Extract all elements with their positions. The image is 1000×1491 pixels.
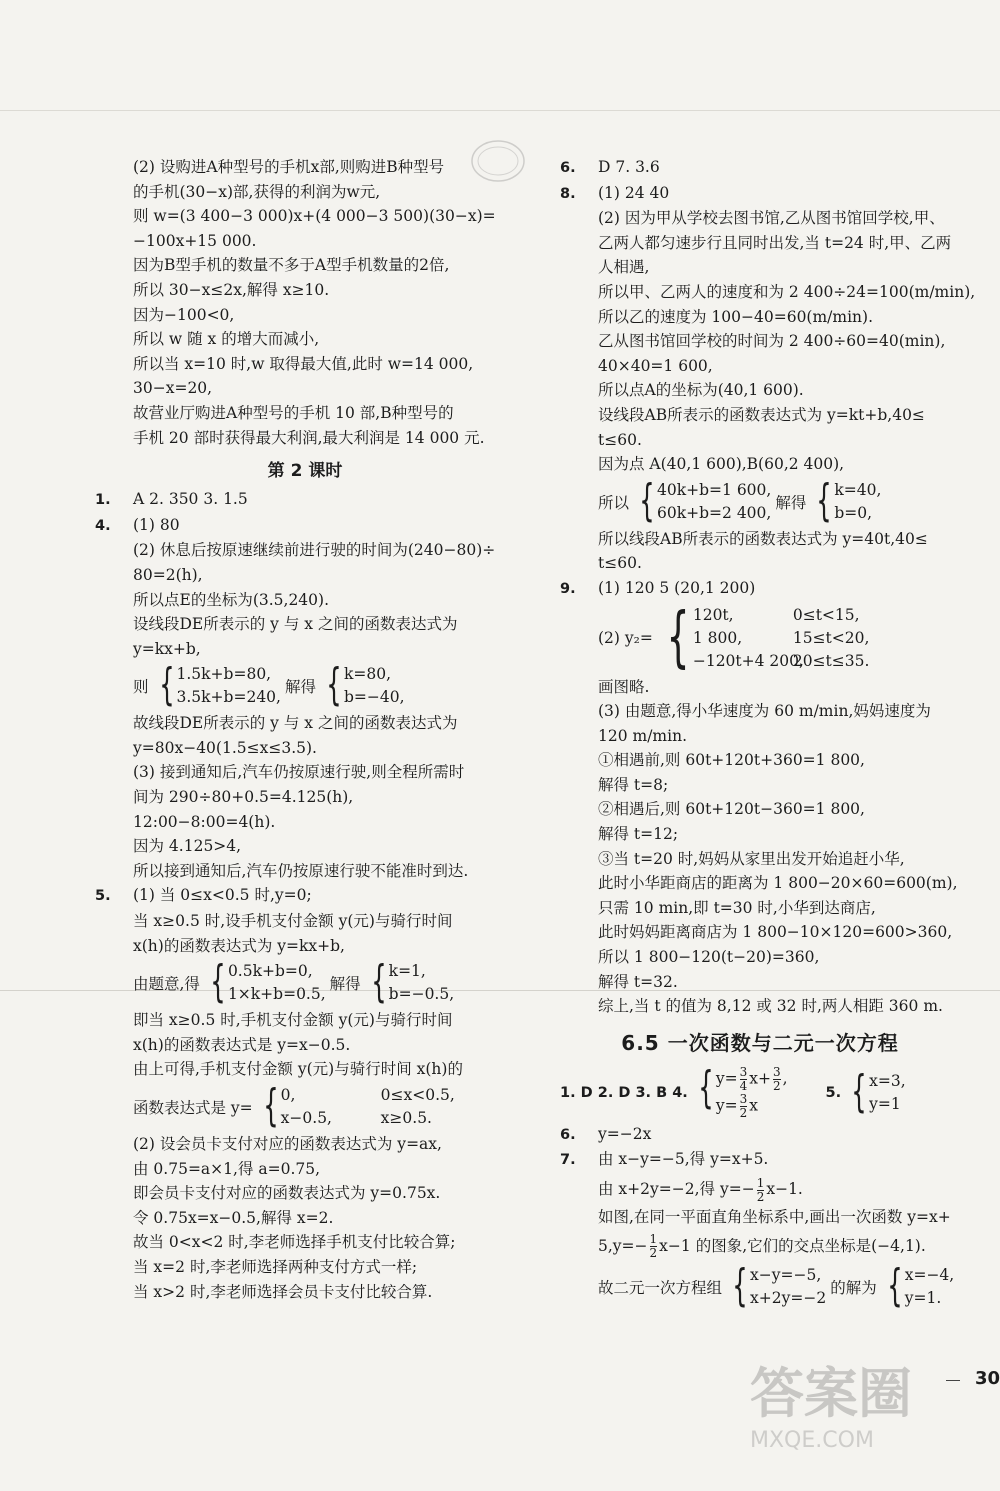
text-line: t≤60. [598,430,642,449]
text-line: 所以线段AB所表示的函数表达式为 y=40t,40≤ [598,529,928,548]
answers-1-5: 1. D 2. D 3. B 4. { y= $\frac{3}{4}$ x+ $\frac{3}{2}$ , y= $\frac{3}{2}$ x 5. { x=3, y=1 [560,1061,906,1120]
q5-system-1: { 0.5k+b=0, 1×k+b=0.5, [210,956,326,1008]
text-line: 12:00−8:00=4(h). [133,812,276,831]
q5-lines-b [95,1008,515,1082]
q4-system-2: { k=80, b=−40, [326,659,405,711]
text-line: 当 x≥0.5 时,设手机支付金额 y(元)与骑行时间 [133,912,453,931]
text-line: 只需 10 min,即 t=30 时,小华到达商店, [598,898,876,917]
text-line: 因为 4.125>4, [133,837,242,856]
text-line: 故线段DE所表示的 y 与 x 之间的函数表达式为 [133,714,458,733]
text-line: 所以乙的速度为 100−40=60(m/min). [598,307,874,326]
q8-lines-a [560,206,976,477]
text-line: 则 w=(3 400−3 000)x+(4 000−3 500)(30−x)= [133,207,496,226]
q7b-line-2: 由 x+2y=−2,得 y=− $\frac{1}{2}$ x−1. [598,1175,803,1204]
text-line: t≤60. [598,554,642,573]
text-line: 80=2(h), [133,565,203,584]
q7b-line-3: 如图,在同一平面直角坐标系中,画出一次函数 y=x+ [598,1208,951,1226]
answer-6b: 6. y=−2x [560,1124,652,1143]
q5-answer-system: { x=3, y=1 [851,1065,906,1117]
text-line: 即会员卡支付对应的函数表达式为 y=0.75x. [133,1184,441,1203]
text-line: 由 0.75=a×1,得 a=0.75, [133,1159,321,1178]
q5-piecewise: 函数表达式是 y= { 0, 0≤x<0.5, x−0.5, x≥0.5. [133,1080,455,1131]
text-line: x(h)的函数表达式是 y=x−0.5. [133,1035,351,1054]
text-line: (2) 休息后按原速继续前进行驶的时间为(240−80)÷ [133,541,496,560]
text-line: 乙两人都匀速步行且同时出发,当 t=24 时,甲、乙两 [598,233,952,252]
q7b-line-1: 7. 由 x−y=−5,得 y=x+5. [560,1150,769,1169]
text-line: 间为 290÷80+0.5=4.125(h), [133,788,354,807]
text-line: 120 m/min. [598,726,687,745]
answers-1-3: 1. A 2. 350 3. 1.5 [95,490,248,509]
text-line: 人相遇, [598,258,650,277]
q8-system: 所以 { 40k+b=1 600, 60k+b=2 400, 解得 { k=40, b=0, [598,474,882,526]
q9-lines [560,675,960,1019]
text-line: 当 x=2 时,李老师选择两种支付方式一样; [133,1257,418,1276]
q7b-system: 故二元一次方程组 { x−y=−5, x+2y=−2 的解为 { x=−4, y=1. [598,1259,955,1311]
top-divider [0,110,1000,111]
text-line: 40×40=1 600, [598,356,713,375]
q9-line-first: 9. (1) 120 5 (20,1 200) [560,578,756,597]
text-line: 解得 t=32. [598,972,678,991]
q5-system-2: { k=1, b=−0.5, [370,956,455,1008]
text-line: 即当 x≥0.5 时,手机支付金额 y(元)与骑行时间 [133,1011,453,1030]
text-line: 设线段AB所表示的函数表达式为 y=kt+b,40≤ [598,405,925,424]
q3-part2-solution [95,155,515,450]
text-line: 所以 w 随 x 的增大而减小, [133,330,320,349]
text-line: x(h)的函数表达式为 y=kx+b, [133,936,345,955]
q8-lines-b [560,527,960,576]
q5-line-first: 5. (1) 当 0≤x<0.5 时,y=0; [95,886,312,905]
q4-answer-system: { y= $\frac{3}{4}$ x+ $\frac{3}{2}$ , y= $\frac{3}{2}$ x [698,1061,788,1120]
text-line: 解得 t=8; [598,775,669,794]
q5-system: 由题意,得 { 0.5k+b=0, 1×k+b=0.5, 解得 { k=1, b=−0.5, [133,956,455,1008]
text-line: 因为点 A(40,1 600),B(60,2 400), [598,455,845,474]
q8-system-1: { 40k+b=1 600, 60k+b=2 400, [639,474,772,526]
text-line: 所以甲、乙两人的速度和为 2 400÷24=100(m/min), [598,282,976,301]
text-line: 设线段DE所表示的 y 与 x 之间的函数表达式为 [133,615,458,634]
watermark-logo: 答案圈 MXQE.COM [750,1362,912,1453]
text-line: 由上可得,手机支付金额 y(元)与骑行时间 x(h)的 [133,1060,463,1079]
text-line: 所以 30−x≤2x,解得 x≥10. [133,280,330,299]
text-line: 令 0.75x=x−0.5,解得 x=2. [133,1208,334,1227]
text-line: ③当 t=20 时,妈妈从家里出发开始追赶小华, [598,849,905,868]
text-line: 所以接到通知后,汽车仍按原速行驶不能准时到达. [133,861,469,880]
text-line: 所以当 x=10 时,w 取得最大值,此时 w=14 000, [133,354,474,373]
section-lesson-2: 第 2 课时 [267,461,343,482]
section-6-5-title: 6.5 一次函数与二元一次方程 [621,1030,899,1055]
text-line: 30−x=20, [133,379,213,398]
text-line: (3) 由题意,得小华速度为 60 m/min,妈妈速度为 [598,702,931,721]
text-line: (2) 设会员卡支付对应的函数表达式为 y=ax, [133,1135,442,1153]
text-line: ②相遇后,则 60t+120t−360=1 800, [598,800,865,819]
text-line: ①相遇前,则 60t+120t+360=1 800, [598,751,865,770]
text-line: 故营业厅购进A种型号的手机 10 部,B种型号的 [133,403,454,422]
text-line: 此时妈妈距离商店为 1 800−10×120=600>360, [598,923,953,942]
q8-system-2: { k=40, b=0, [816,474,882,526]
q4-system: 则 { 1.5k+b=80, 3.5k+b=240, 解得 { k=80, b=−40, [133,659,405,711]
right-column [560,155,976,1312]
text-line: y=kx+b, [133,639,201,658]
text-line: 此时小华距商店的距离为 1 800−20×60=600(m), [598,874,958,893]
text-line: 因为B型手机的数量不多于A型手机数量的2倍, [133,256,450,275]
text-line: 故当 0<x<2 时,李老师选择手机支付比较合算; [133,1233,456,1252]
text-line: 因为−100<0, [133,305,235,324]
q4-line-first: 4. (1) 80 [95,515,180,534]
text-line: 所以点E的坐标为(3.5,240). [133,590,329,609]
text-line: y=80x−40(1.5≤x≤3.5). [133,738,317,757]
q5-lines-c [95,1132,515,1304]
q5-lines-a [95,909,515,958]
answers-6-7: 6. D 7. 3.6 [560,158,660,176]
text-line: 解得 t=12; [598,825,679,844]
text-line: 综上,当 t 的值为 8,12 或 32 时,两人相距 360 m. [598,997,943,1016]
q8-line-first: 8. (1) 24 40 [560,183,670,202]
q4-lines-a [95,538,515,661]
left-column [95,155,515,1304]
page-number: 30 [974,1368,1000,1389]
q7b-line-4: 5,y=− $\frac{1}{2}$ x−1 的图象,它们的交点坐标是(−4,1). [598,1232,926,1261]
text-line: 的手机(30−x)部,获得的利润为w元, [133,182,381,201]
q4-system-1: { 1.5k+b=80, 3.5k+b=240, [158,659,281,711]
q4-lines-b [95,711,515,883]
text-line: 手机 20 部时获得最大利润,最大利润是 14 000 元. [133,428,485,447]
text-line: (3) 接到通知后,汽车仍按原速行驶,则全程所需时 [133,763,465,782]
text-line: 所以点A的坐标为(40,1 600). [598,381,804,400]
text-line: (2) 设购进A种型号的手机x部,则购进B种型号 [133,158,445,176]
text-line: (2) 因为甲从学校去图书馆,乙从图书馆回学校,甲、 [598,209,945,228]
text-line: 画图略. [598,677,650,696]
q9-piecewise: (2) y₂= { 120t, 0≤t<15, 1 800, 15≤t<20, −120t+4 200, 20≤t≤35. [598,597,870,675]
text-line: 所以 1 800−120(t−20)=360, [598,948,820,967]
text-line: 当 x>2 时,李老师选择会员卡支付比较合算. [133,1282,433,1301]
text-line: −100x+15 000. [133,231,257,250]
text-line: 乙从图书馆回学校的时间为 2 400÷60=40(min), [598,332,946,351]
